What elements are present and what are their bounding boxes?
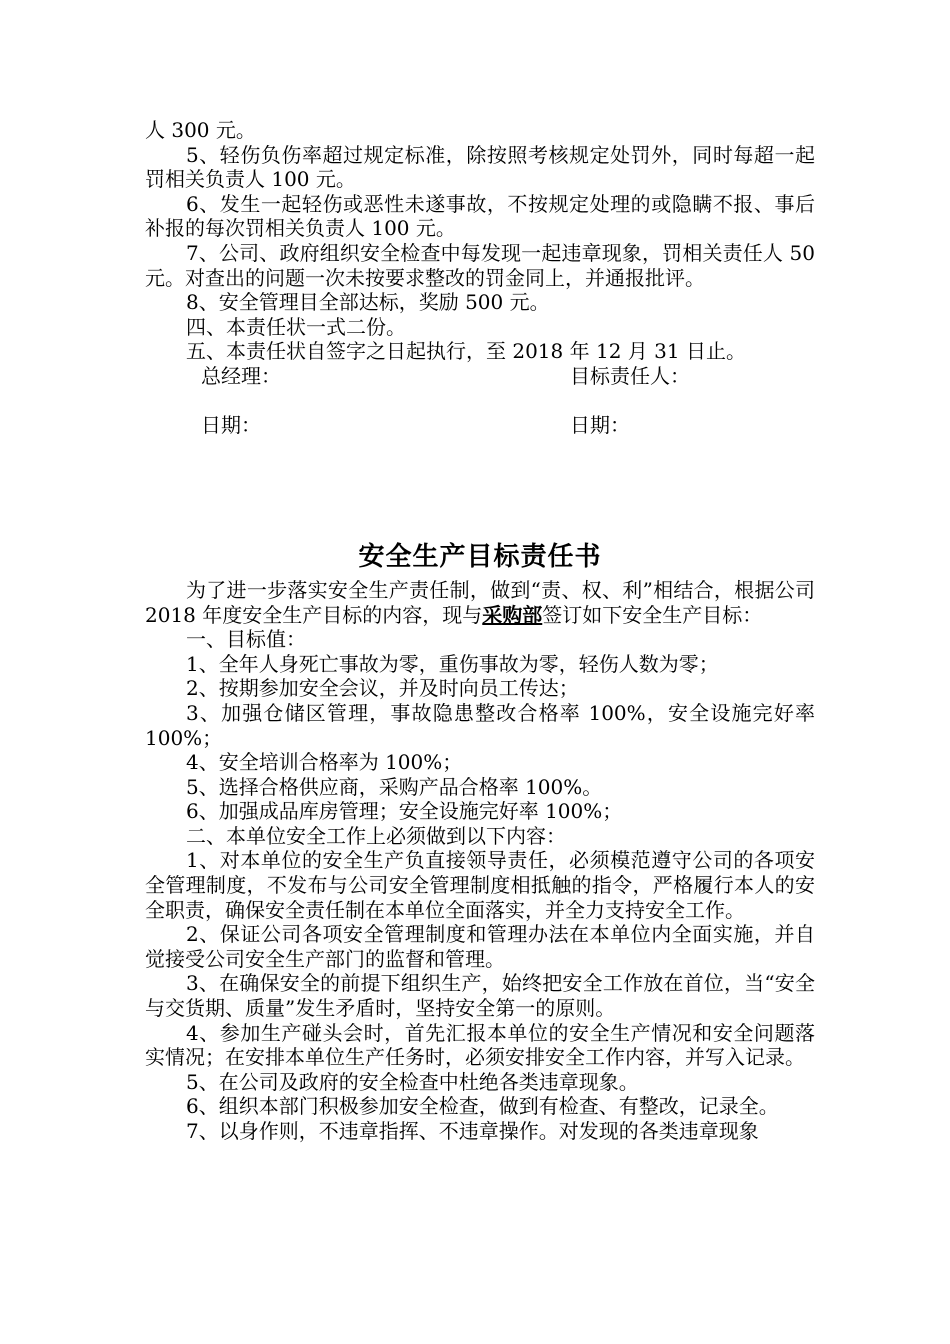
target-item-3: 3、加强仓储区管理，事故隐患整改合格率 100%，安全设施完好率 100%； — [145, 700, 815, 750]
target-item-2: 2、按期参加安全会议，并及时向员工传达； — [186, 676, 579, 701]
target-item-4: 4、安全培训合格率为 100%； — [186, 750, 463, 775]
duty-item-4: 4、参加生产碰头会时，首先汇报本单位的安全生产情况和安全问题落实情况；在安排本单位生产任务时，必须安排安全工作内容，并写入记录。 — [145, 1020, 815, 1070]
target-item-5: 5、选择合格供应商，采购产品合格率 100%。 — [186, 774, 603, 799]
top-line-6: 四、本责任状一式二份。 — [186, 314, 406, 339]
top-line-5: 8、安全管理目全部达标，奖励 500 元。 — [186, 290, 550, 315]
document-page — [145, 118, 815, 1144]
top-line-4: 7、公司、政府组织安全检查中每发现一起违章现象，罚相关责任人 50 元。对查出的问题一次未按要求整改的罚金同上，并通报批评。 — [145, 240, 815, 290]
intro-paragraph — [145, 578, 815, 627]
duty-item-3: 3、在确保安全的前提下组织生产，始终把安全工作放在首位，当“安全与交货期、质量”发生矛盾时，坚持安全第一的原则。 — [145, 971, 815, 1021]
general-manager-label: 总经理： — [201, 363, 281, 388]
duty-item-1: 1、对本单位的安全生产负直接领导责任，必须模范遵守公司的各项安全管理制度，不发布与公司安全管理制度相抵触的指令，严格履行本人的安全职责，确保安全责任制在本单位全面落实，并全力支持安全工作。 — [145, 848, 815, 922]
right-date-label: 日期： — [570, 412, 630, 437]
section-heading-targets: 一、目标值： — [186, 627, 306, 652]
department-name: 采购部 — [482, 602, 543, 627]
signature-block — [145, 364, 815, 482]
top-line-2: 5、轻伤负伤率超过规定标准，除按照考核规定处罚外，同时每超一起罚相关负责人 100 元。 — [145, 142, 815, 192]
target-responsible-label: 目标责任人： — [570, 363, 690, 388]
duty-item-7: 7、以身作则，不违章指挥、不违章操作。对发现的各类违章现象 — [186, 1119, 759, 1143]
top-line-3: 6、发生一起轻伤或恶性未遂事故，不按规定处理的或隐瞒不报、事后补报的每次罚相关负责人 100 元。 — [145, 191, 815, 241]
section-heading-duties: 二、本单位安全工作上必须做到以下内容： — [186, 823, 566, 848]
duty-item-6: 6、组织本部门积极参加安全检查，做到有检查、有整改，记录全。 — [186, 1094, 779, 1119]
top-line-7: 五、本责任状自签字之日起执行，至 2018 年 12 月 31 日止。 — [186, 339, 746, 364]
target-item-6: 6、加强成品库房管理；安全设施完好率 100%； — [186, 799, 623, 824]
left-date-label: 日期： — [201, 412, 261, 437]
duty-item-5: 5、在公司及政府的安全检查中杜绝各类违章现象。 — [186, 1069, 639, 1094]
intro-text-after: 签订如下安全生产目标： — [542, 602, 763, 627]
top-line-1: 人 300 元。 — [145, 118, 256, 142]
document-title: 安全生产目标责任书 — [358, 541, 602, 572]
target-item-1: 1、全年人身死亡事故为零，重伤事故为零，轻伤人数为零； — [186, 651, 719, 676]
duty-item-2: 2、保证公司各项安全管理制度和管理办法在本单位内全面实施，并自觉接受公司安全生产部门的监督和管理。 — [145, 922, 815, 971]
intro-text-before: 为了进一步落实安全生产责任制，做到“责、权、利”相结合，根据公司 2018 年度安全生产目标的内容，现与 — [145, 577, 815, 627]
